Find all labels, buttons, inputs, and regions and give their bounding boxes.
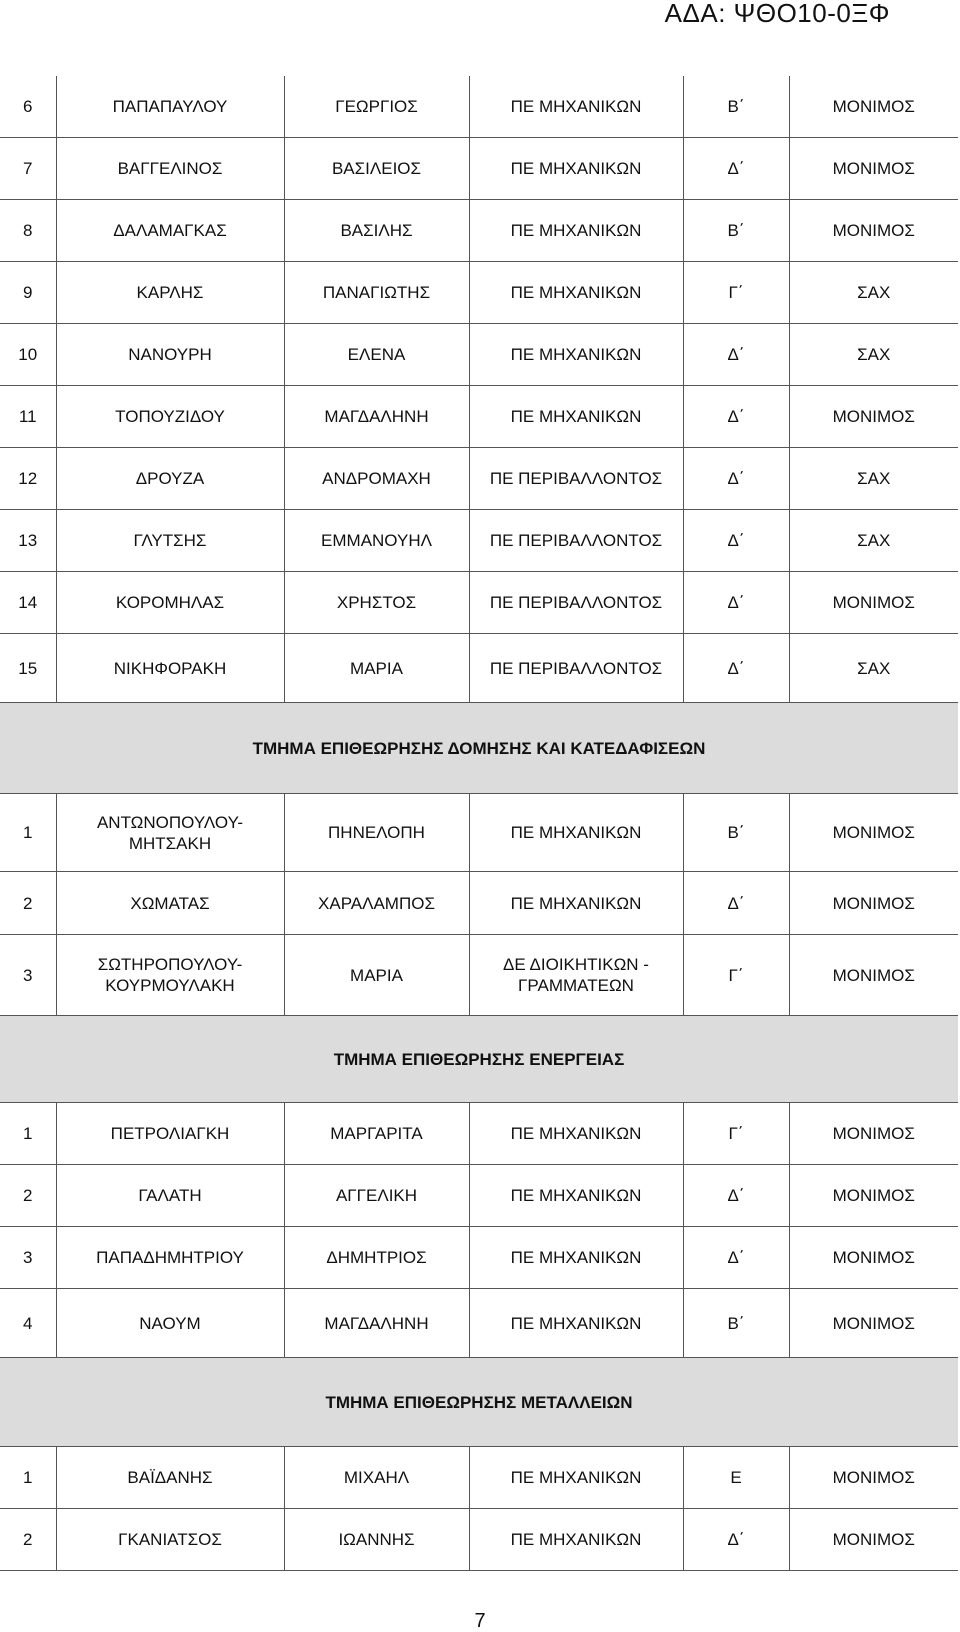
status-cell: ΜΟΝΙΜΟΣ	[789, 1227, 958, 1289]
firstname-cell: ΜΑΡΓΑΡΙΤΑ	[284, 1103, 469, 1165]
status-cell: ΜΟΝΙΜΟΣ	[789, 572, 958, 634]
status-cell: ΜΟΝΙΜΟΣ	[789, 1447, 958, 1509]
firstname-cell: ΒΑΣΙΛΗΣ	[284, 200, 469, 262]
document-ada-code: ΑΔΑ: ΨΘΟ10-0ΞΦ	[664, 0, 890, 28]
table-row	[0, 386, 958, 448]
grade-cell: Δ΄	[683, 572, 789, 634]
status-cell: ΣΑΧ	[789, 510, 958, 572]
row-number: 9	[0, 262, 56, 324]
firstname-cell: ΠΗΝΕΛΟΠΗ	[284, 794, 469, 872]
surname-cell: ΧΩΜΑΤΑΣ	[56, 872, 284, 935]
grade-cell: Δ΄	[683, 872, 789, 935]
surname-cell: ΣΩΤΗΡΟΠΟΥΛΟΥ-ΚΟΥΡΜΟΥΛΑΚΗ	[56, 935, 284, 1016]
grade-cell: Γ΄	[683, 262, 789, 324]
grade-cell: Δ΄	[683, 510, 789, 572]
firstname-cell: ΓΕΩΡΓΙΟΣ	[284, 76, 469, 138]
specialty-cell: ΔΕ ΔΙΟΙΚΗΤΙΚΩΝ - ΓΡΑΜΜΑΤΕΩΝ	[469, 935, 683, 1016]
grade-cell: Δ΄	[683, 1227, 789, 1289]
row-number: 7	[0, 138, 56, 200]
row-number: 8	[0, 200, 56, 262]
status-cell: ΜΟΝΙΜΟΣ	[789, 76, 958, 138]
grade-cell: Γ΄	[683, 1103, 789, 1165]
specialty-cell: ΠΕ ΜΗΧΑΝΙΚΩΝ	[469, 794, 683, 872]
table-row	[0, 448, 958, 510]
grade-cell: Δ΄	[683, 138, 789, 200]
table-row	[0, 262, 958, 324]
status-cell: ΜΟΝΙΜΟΣ	[789, 794, 958, 872]
table-row	[0, 138, 958, 200]
grade-cell: Β΄	[683, 794, 789, 872]
firstname-cell: ΕΜΜΑΝΟΥΗΛ	[284, 510, 469, 572]
row-number: 1	[0, 794, 56, 872]
row-number: 12	[0, 448, 56, 510]
row-number: 2	[0, 1509, 56, 1571]
surname-cell: ΓΑΛΑΤΗ	[56, 1165, 284, 1227]
status-cell: ΜΟΝΙΜΟΣ	[789, 872, 958, 935]
firstname-cell: ΙΩΑΝΝΗΣ	[284, 1509, 469, 1571]
specialty-cell: ΠΕ ΜΗΧΑΝΙΚΩΝ	[469, 138, 683, 200]
table-row	[0, 324, 958, 386]
section-header-energy	[0, 1016, 958, 1103]
status-cell: ΣΑΧ	[789, 634, 958, 703]
firstname-cell: ΑΓΓΕΛΙΚΗ	[284, 1165, 469, 1227]
firstname-cell: ΜΑΓΔΑΛΗΝΗ	[284, 386, 469, 448]
row-number: 1	[0, 1103, 56, 1165]
grade-cell: Δ΄	[683, 448, 789, 510]
row-number: 10	[0, 324, 56, 386]
status-cell: ΜΟΝΙΜΟΣ	[789, 1103, 958, 1165]
table-row	[0, 572, 958, 634]
section-title: ΤΜΗΜΑ ΕΠΙΘΕΩΡΗΣΗΣ ΔΟΜΗΣΗΣ ΚΑΙ ΚΑΤΕΔΑΦΙΣΕΩΝ	[0, 703, 958, 794]
specialty-cell: ΠΕ ΜΗΧΑΝΙΚΩΝ	[469, 76, 683, 138]
row-number: 3	[0, 1227, 56, 1289]
row-number: 6	[0, 76, 56, 138]
status-cell: ΜΟΝΙΜΟΣ	[789, 1509, 958, 1571]
specialty-cell: ΠΕ ΜΗΧΑΝΙΚΩΝ	[469, 262, 683, 324]
row-number: 2	[0, 872, 56, 935]
surname-cell: ΝΑΝΟΥΡΗ	[56, 324, 284, 386]
firstname-cell: ΜΑΓΔΑΛΗΝΗ	[284, 1289, 469, 1358]
status-cell: ΣΑΧ	[789, 448, 958, 510]
surname-cell: ΚΟΡΟΜΗΛΑΣ	[56, 572, 284, 634]
grade-cell: Δ΄	[683, 324, 789, 386]
surname-cell: ΒΑΓΓΕΛΙΝΟΣ	[56, 138, 284, 200]
row-number: 15	[0, 634, 56, 703]
table-row	[0, 1289, 958, 1358]
surname-cell: ΓΚΑΝΙΑΤΣΟΣ	[56, 1509, 284, 1571]
firstname-cell: ΧΑΡΑΛΑΜΠΟΣ	[284, 872, 469, 935]
grade-cell: Δ΄	[683, 1165, 789, 1227]
specialty-cell: ΠΕ ΜΗΧΑΝΙΚΩΝ	[469, 1289, 683, 1358]
table-row	[0, 1103, 958, 1165]
grade-cell: Β΄	[683, 1289, 789, 1358]
row-number: 1	[0, 1447, 56, 1509]
status-cell: ΣΑΧ	[789, 324, 958, 386]
surname-cell: ΑΝΤΩΝΟΠΟΥΛΟΥ-ΜΗΤΣΑΚΗ	[56, 794, 284, 872]
firstname-cell: ΕΛΕΝΑ	[284, 324, 469, 386]
surname-cell: ΒΑΪΔΑΝΗΣ	[56, 1447, 284, 1509]
surname-cell: ΝΑΟΥΜ	[56, 1289, 284, 1358]
firstname-cell: ΒΑΣΙΛΕΙΟΣ	[284, 138, 469, 200]
surname-cell: ΠΑΠΑΔΗΜΗΤΡΙΟΥ	[56, 1227, 284, 1289]
table-row	[0, 794, 958, 872]
row-number: 4	[0, 1289, 56, 1358]
firstname-cell: ΜΑΡΙΑ	[284, 634, 469, 703]
grade-cell: Δ΄	[683, 634, 789, 703]
specialty-cell: ΠΕ ΠΕΡΙΒΑΛΛΟΝΤΟΣ	[469, 510, 683, 572]
surname-cell: ΔΑΛΑΜΑΓΚΑΣ	[56, 200, 284, 262]
row-number: 11	[0, 386, 56, 448]
firstname-cell: ΜΙΧΑΗΛ	[284, 1447, 469, 1509]
table-row	[0, 935, 958, 1016]
staff-table	[0, 76, 958, 1571]
status-cell: ΣΑΧ	[789, 262, 958, 324]
surname-cell: ΠΕΤΡΟΛΙΑΓΚΗ	[56, 1103, 284, 1165]
page-number: 7	[474, 1610, 486, 1632]
firstname-cell: ΠΑΝΑΓΙΩΤΗΣ	[284, 262, 469, 324]
row-number: 2	[0, 1165, 56, 1227]
specialty-cell: ΠΕ ΜΗΧΑΝΙΚΩΝ	[469, 386, 683, 448]
status-cell: ΜΟΝΙΜΟΣ	[789, 1289, 958, 1358]
table-row	[0, 1227, 958, 1289]
firstname-cell: ΑΝΔΡΟΜΑΧΗ	[284, 448, 469, 510]
status-cell: ΜΟΝΙΜΟΣ	[789, 1165, 958, 1227]
status-cell: ΜΟΝΙΜΟΣ	[789, 386, 958, 448]
status-cell: ΜΟΝΙΜΟΣ	[789, 935, 958, 1016]
specialty-cell: ΠΕ ΜΗΧΑΝΙΚΩΝ	[469, 1227, 683, 1289]
table-row	[0, 510, 958, 572]
specialty-cell: ΠΕ ΜΗΧΑΝΙΚΩΝ	[469, 1165, 683, 1227]
surname-cell: ΚΑΡΛΗΣ	[56, 262, 284, 324]
status-cell: ΜΟΝΙΜΟΣ	[789, 138, 958, 200]
grade-cell: Β΄	[683, 200, 789, 262]
specialty-cell: ΠΕ ΜΗΧΑΝΙΚΩΝ	[469, 200, 683, 262]
row-number: 3	[0, 935, 56, 1016]
specialty-cell: ΠΕ ΜΗΧΑΝΙΚΩΝ	[469, 1103, 683, 1165]
firstname-cell: ΧΡΗΣΤΟΣ	[284, 572, 469, 634]
grade-cell: Β΄	[683, 76, 789, 138]
surname-cell: ΓΛΥΤΣΗΣ	[56, 510, 284, 572]
section-title: ΤΜΗΜΑ ΕΠΙΘΕΩΡΗΣΗΣ ΕΝΕΡΓΕΙΑΣ	[0, 1016, 958, 1103]
section-title: ΤΜΗΜΑ ΕΠΙΘΕΩΡΗΣΗΣ ΜΕΤΑΛΛΕΙΩΝ	[0, 1358, 958, 1447]
row-number: 13	[0, 510, 56, 572]
status-cell: ΜΟΝΙΜΟΣ	[789, 200, 958, 262]
grade-cell: Ε	[683, 1447, 789, 1509]
table-row	[0, 634, 958, 703]
table-row	[0, 1165, 958, 1227]
table-row	[0, 76, 958, 138]
specialty-cell: ΠΕ ΠΕΡΙΒΑΛΛΟΝΤΟΣ	[469, 448, 683, 510]
firstname-cell: ΜΑΡΙΑ	[284, 935, 469, 1016]
table-row	[0, 872, 958, 935]
table-row	[0, 200, 958, 262]
row-number: 14	[0, 572, 56, 634]
surname-cell: ΝΙΚΗΦΟΡΑΚΗ	[56, 634, 284, 703]
firstname-cell: ΔΗΜΗΤΡΙΟΣ	[284, 1227, 469, 1289]
section-header-building	[0, 703, 958, 794]
surname-cell: ΤΟΠΟΥΖΙΔΟΥ	[56, 386, 284, 448]
surname-cell: ΠΑΠΑΠΑΥΛΟΥ	[56, 76, 284, 138]
grade-cell: Δ΄	[683, 1509, 789, 1571]
table-row	[0, 1447, 958, 1509]
specialty-cell: ΠΕ ΜΗΧΑΝΙΚΩΝ	[469, 1509, 683, 1571]
section-header-mines	[0, 1358, 958, 1447]
specialty-cell: ΠΕ ΜΗΧΑΝΙΚΩΝ	[469, 872, 683, 935]
specialty-cell: ΠΕ ΠΕΡΙΒΑΛΛΟΝΤΟΣ	[469, 634, 683, 703]
specialty-cell: ΠΕ ΜΗΧΑΝΙΚΩΝ	[469, 324, 683, 386]
table-row	[0, 1509, 958, 1571]
grade-cell: Δ΄	[683, 386, 789, 448]
surname-cell: ΔΡΟΥΖΑ	[56, 448, 284, 510]
grade-cell: Γ΄	[683, 935, 789, 1016]
specialty-cell: ΠΕ ΠΕΡΙΒΑΛΛΟΝΤΟΣ	[469, 572, 683, 634]
specialty-cell: ΠΕ ΜΗΧΑΝΙΚΩΝ	[469, 1447, 683, 1509]
